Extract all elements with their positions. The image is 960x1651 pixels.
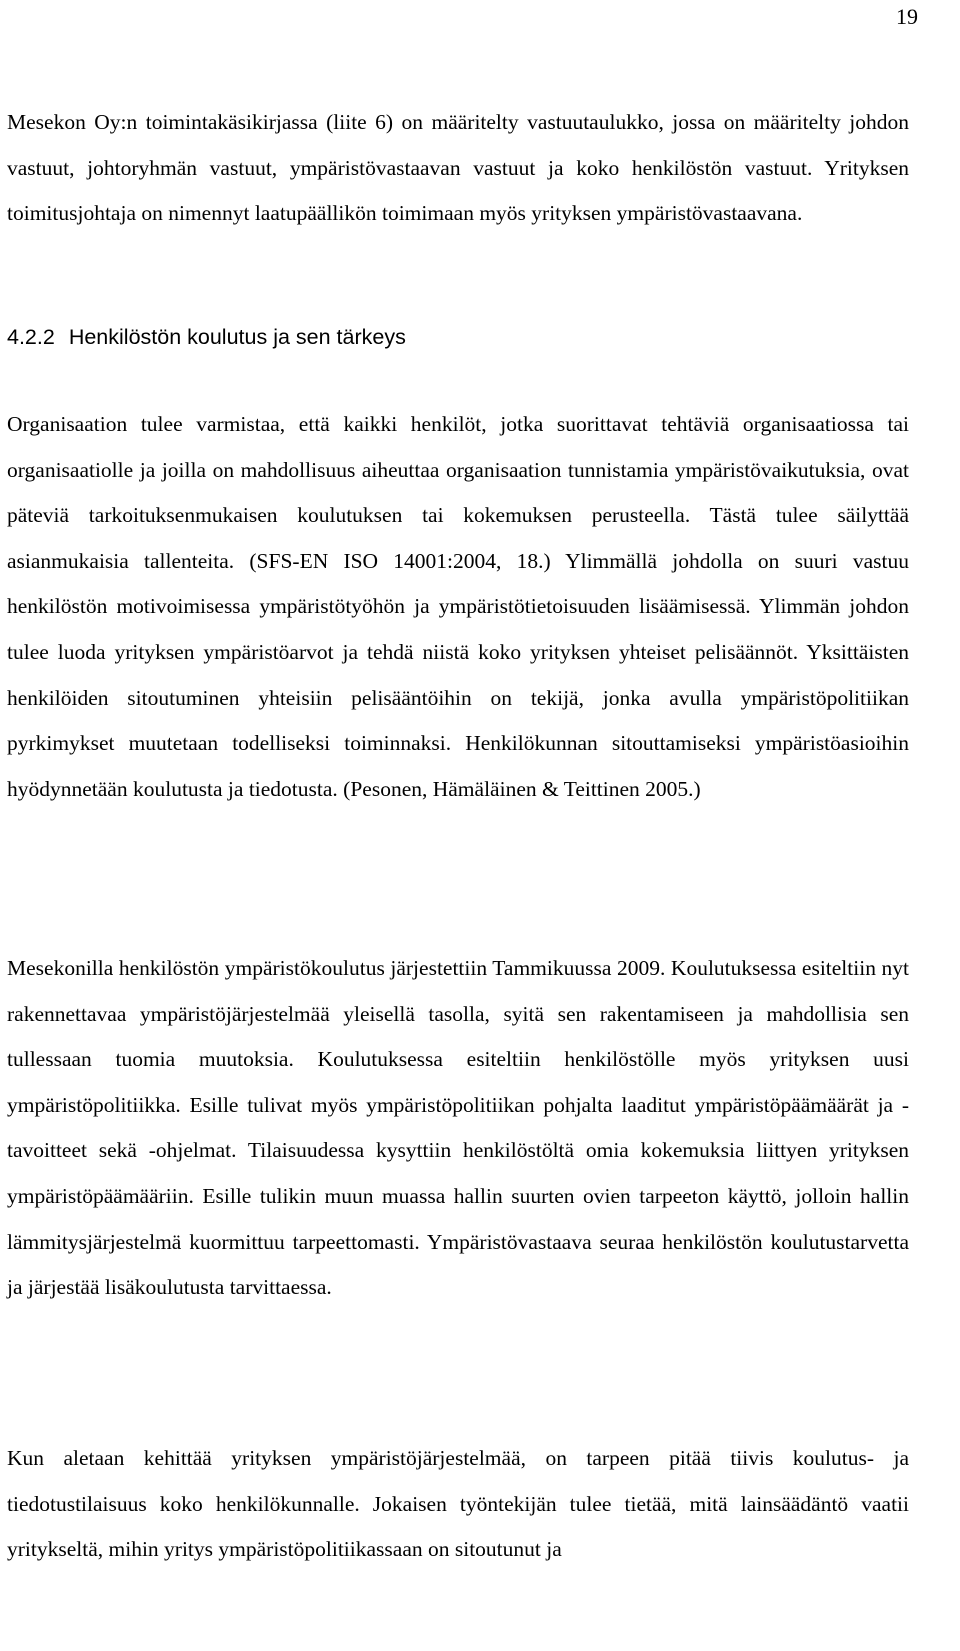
paragraph-development: Kun aletaan kehittää yrityksen ympäristöjärjestelmää, on tarpeen pitää tiivis koulutus- ja tiedotustilaisuus koko henkilökunnalle. Jokaisen työntekijän tulee tietää, mitä lainsäädäntö vaatii yritykseltä, mihin yritys ympäristöpolitiikassaan on sitoutunut ja [7, 1446, 909, 1562]
paragraph-competence: Organisaation tulee varmistaa, että kaikki henkilöt, jotka suorittavat tehtäviä organisaatiossa tai organisaatiolle ja joilla on mahdollisuus aiheuttaa organisaation tunnistamia ympäristövaikutuksia, ovat päteviä tarkoituksenmukaisen koulutuksen tai kokemuksen perusteella. Tästä tulee säilyttää asianmukaisia tallenteita. (SFS-EN ISO 14001:2004, 18.) Ylimmällä johdolla on suuri vastuu henkilöstön motivoimisessa ympäristötyöhön ja ympäristötietoisuuden lisäämisessä. Ylimmän johdon tulee luoda yrityksen ympäristöarvot ja tehdä niistä koko yrityksen yhteiset pelisäännöt. Yksittäisten henkilöiden sitoutuminen yhteisiin pelisääntöihin on tekijä, jonka avulla ympäristöpolitiikan pyrkimykset muutetaan todelliseksi toiminnaksi. Henkilökunnan sitouttamiseksi ympäristöasioihin hyödynnetään koulutusta ja tiedotusta. (Pesonen, Hämäläinen & Teittinen 2005.) [7, 412, 909, 801]
section-heading [7, 314, 406, 360]
document-body [7, 100, 909, 1562]
section-number: 4.2.2 [7, 325, 55, 349]
section-title: Henkilöstön koulutus ja sen tärkeys [68, 325, 406, 349]
paragraph-training: Mesekonilla henkilöstön ympäristökoulutus järjestettiin Tammikuussa 2009. Koulutuksessa esiteltiin nyt rakennettavaa ympäristöjärjestelmää yleisellä tasolla, syitä sen rakentamiseen ja mahdollisia sen tullessaan tuomia muutoksia. Koulutuksessa esiteltiin henkilöstölle myös yrityksen uusi ympäristöpolitiikka. Esille tulivat myös ympäristöpolitiikan pohjalta laaditut ympäristöpäämäärät ja -tavoitteet sekä -ohjelmat. Tilaisuudessa kysyttiin henkilöstöltä omia kokemuksia liittyen yrityksen ympäristöpäämääriin. Esille tulikin muun muassa hallin suurten ovien tarpeeton käyttö, jolloin hallin lämmitysjärjestelmä kuormittuu tarpeettomasti. Ympäristövastaava seuraa henkilöstön koulutustarvetta ja järjestää lisäkoulutusta tarvittaessa. [7, 956, 909, 1300]
paragraph-responsibilities: Mesekon Oy:n toimintakäsikirjassa (liite 6) on määritelty vastuutaulukko, jossa on määritelty johdon vastuut, johtoryhmän vastuut, ympäristövastaavan vastuut ja koko henkilöstön vastuut. Yrityksen toimitusjohtaja on nimennyt laatupäällikön toimimaan myös yrityksen ympäristövastaavana. [7, 110, 909, 226]
page-number: 19 [896, 4, 918, 29]
